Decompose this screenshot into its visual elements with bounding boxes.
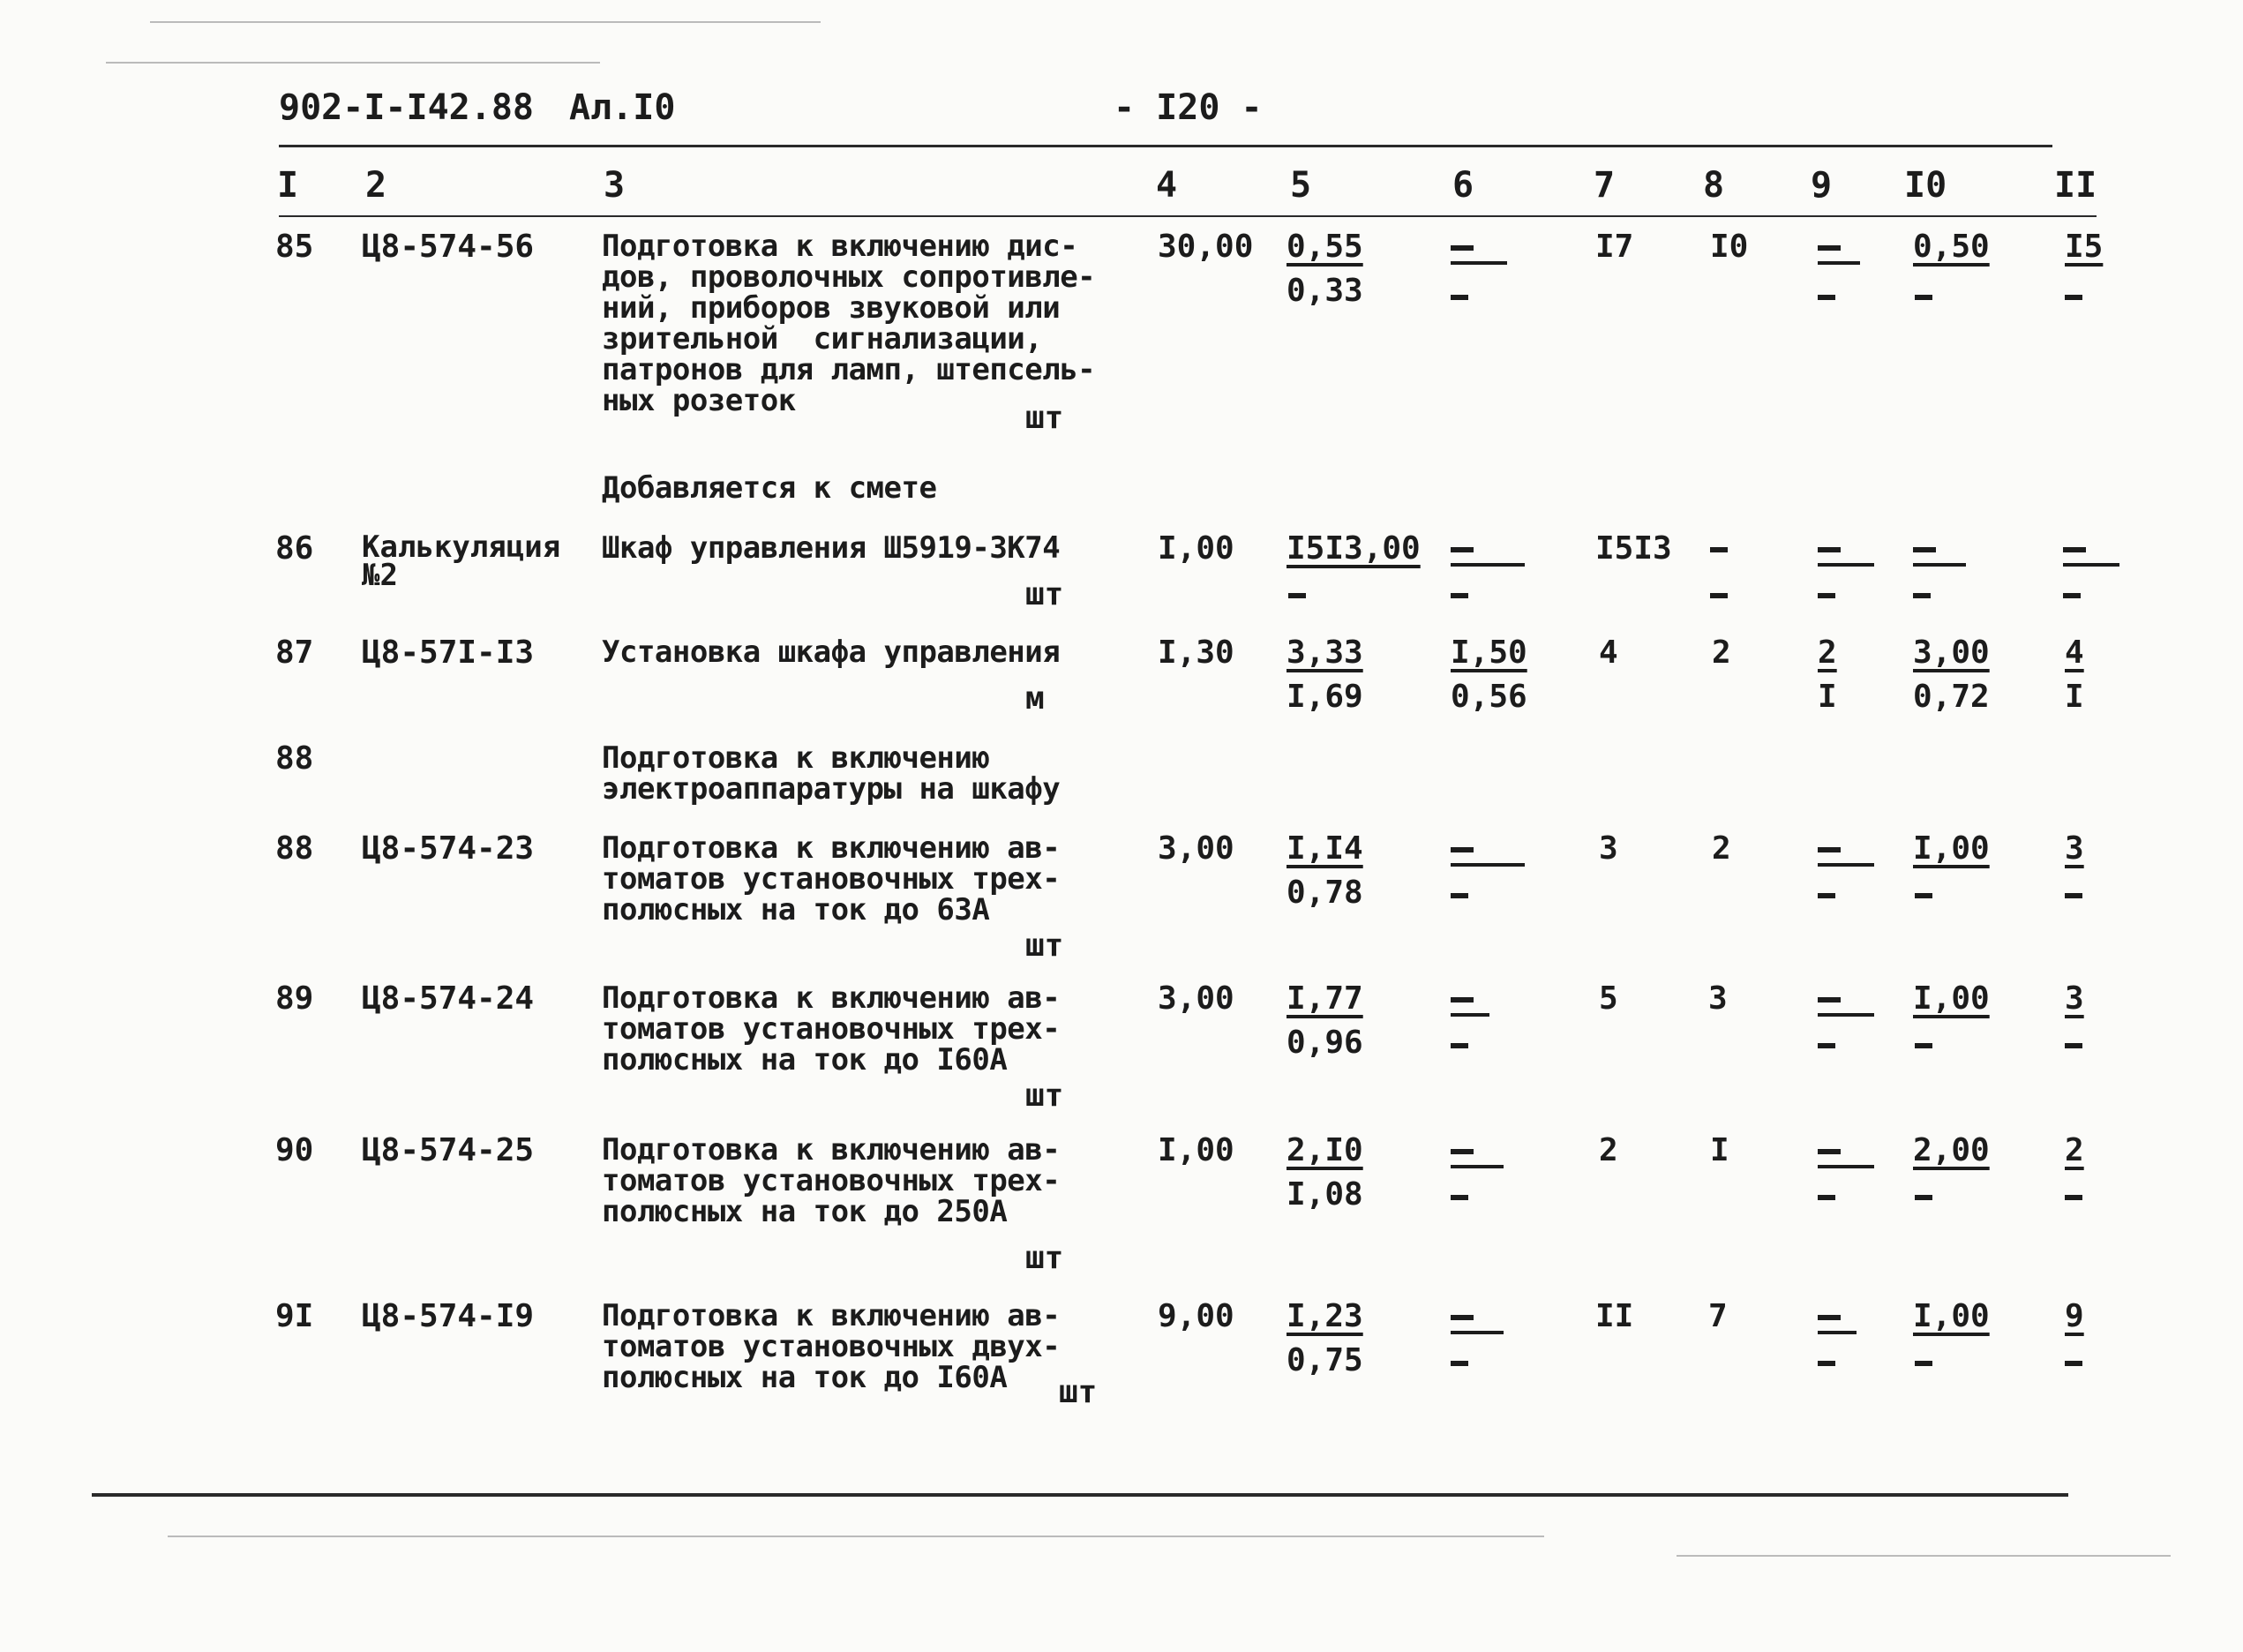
dash [1710, 593, 1728, 598]
row-number: 87 [275, 635, 314, 671]
dash [1451, 1013, 1489, 1017]
col-header-8: 8 [1703, 165, 1725, 206]
work-description: Подготовка к включению ав- томатов установочных двух- полюсных на ток до I60А [602, 1298, 1061, 1395]
dash [2065, 1361, 2082, 1366]
rate-code: Ц8-574-24 [362, 980, 535, 1017]
rate-code: Ц8-57I-I3 [362, 635, 535, 671]
dash [1818, 1331, 1857, 1334]
quantity: 30,00 [1158, 229, 1254, 265]
col7-value: I7 [1595, 229, 1634, 265]
dash [1818, 1043, 1835, 1048]
col11-denominator: I [2065, 679, 2084, 715]
cost-denominator: 0,33 [1287, 273, 1363, 309]
dash [1818, 1149, 1841, 1154]
row-number: 88 [275, 830, 314, 867]
dash [1818, 593, 1835, 598]
rate-code: Ц8-574-I9 [362, 1298, 535, 1334]
cost-denominator: I,08 [1287, 1176, 1363, 1213]
dash [1710, 547, 1728, 552]
cost-denominator: 0,96 [1287, 1025, 1363, 1061]
col-header-3: 3 [604, 165, 626, 206]
dash [2063, 547, 2086, 552]
dash [1451, 997, 1474, 1002]
dash [1451, 1315, 1474, 1320]
dash [1915, 1043, 1932, 1048]
dash [1818, 245, 1841, 251]
scan-artifact [1677, 1555, 2171, 1557]
col-header-1: I [277, 165, 299, 206]
col8-value: 7 [1708, 1298, 1728, 1334]
col6-numerator: I,50 [1451, 635, 1527, 671]
dash [1818, 295, 1835, 300]
dash [1451, 245, 1474, 251]
work-description: Подготовка к включению ав- томатов установочных трех- полюсных на ток до 250А [602, 1132, 1061, 1229]
work-description: Подготовка к включению дис- дов, проволочных сопротивле- ний, приборов звуковой или зрительной сигнализации, патронов для ламп, штепсель- ных розеток [602, 229, 1096, 418]
col7-value: 4 [1599, 635, 1618, 671]
dash [2065, 295, 2082, 300]
row-number: 9I [275, 1298, 314, 1334]
dash [1451, 593, 1468, 598]
col10-denominator: 0,72 [1913, 679, 1990, 715]
dash [1818, 1195, 1835, 1200]
dash [1451, 1361, 1468, 1366]
dash [1915, 893, 1932, 898]
dash [1451, 1149, 1474, 1154]
col-header-9: 9 [1811, 165, 1833, 206]
doc-code: 902-I-I42.88 [279, 87, 534, 128]
cost-numerator: 2,I0 [1287, 1132, 1363, 1168]
col11-numerator: 4 [2065, 635, 2084, 671]
unit: шт [1059, 1374, 1098, 1410]
work-description: Установка шкафа управления [602, 635, 1061, 670]
dash [1451, 1165, 1504, 1168]
dash [1451, 1331, 1504, 1334]
quantity: 3,00 [1158, 830, 1234, 867]
work-description: Шкаф управления Ш5919-3К74 [602, 530, 1061, 566]
dash [1818, 1361, 1835, 1366]
dash [1451, 563, 1525, 567]
col8-value: 3 [1708, 980, 1728, 1017]
dash [2065, 1195, 2082, 1200]
dash [1818, 997, 1841, 1002]
quantity: 9,00 [1158, 1298, 1234, 1334]
dash [1913, 593, 1931, 598]
dash [1818, 547, 1841, 552]
col8-value: I [1710, 1132, 1729, 1168]
column-header-rule [279, 215, 2097, 217]
rate-code: Ц8-574-23 [362, 830, 535, 867]
dash [1915, 1195, 1932, 1200]
footer-rule [92, 1493, 2068, 1497]
quantity: I,00 [1158, 1132, 1234, 1168]
rate-code: Ц8-574-25 [362, 1132, 535, 1168]
work-description: Подготовка к включению ав- томатов установочных трех- полюсных на ток до 63А [602, 830, 1061, 927]
col-header-5: 5 [1290, 165, 1312, 206]
dash [2063, 563, 2119, 567]
col-header-4: 4 [1156, 165, 1178, 206]
col11-numerator: 9 [2065, 1298, 2084, 1334]
dash [1913, 547, 1936, 552]
row-number: 86 [275, 530, 314, 567]
cost-numerator: 3,33 [1287, 635, 1363, 671]
unit: шт [1025, 576, 1064, 612]
unit: шт [1025, 1240, 1064, 1276]
quantity: I,00 [1158, 530, 1234, 567]
col-header-6: 6 [1452, 165, 1474, 206]
cost-denominator: I,69 [1287, 679, 1363, 715]
page-number: - I20 - [1114, 87, 1263, 128]
col6-denominator: 0,56 [1451, 679, 1527, 715]
dash [1451, 1043, 1468, 1048]
dash [1818, 1315, 1841, 1320]
cost-numerator: I,23 [1287, 1298, 1363, 1334]
dash [1818, 863, 1874, 867]
col10-numerator: I,00 [1913, 830, 1990, 867]
cost-numerator: I,77 [1287, 980, 1363, 1017]
col7-value: 3 [1599, 830, 1618, 867]
dash [1451, 1195, 1468, 1200]
album-number: Ал.I0 [569, 87, 676, 128]
col10-numerator: 0,50 [1913, 229, 1990, 265]
dash [1818, 1013, 1874, 1017]
scan-artifact [150, 21, 821, 23]
col9-numerator: 2 [1818, 635, 1837, 671]
row-number: 90 [275, 1132, 314, 1168]
col11-numerator: 3 [2065, 830, 2084, 867]
dash [2065, 893, 2082, 898]
dash [1451, 547, 1474, 552]
col10-numerator: 3,00 [1913, 635, 1990, 671]
col8-value: 2 [1712, 635, 1731, 671]
dash [1818, 563, 1874, 567]
dash [1818, 893, 1835, 898]
dash [1451, 893, 1468, 898]
dash [1818, 847, 1841, 852]
cost-denominator: 0,78 [1287, 875, 1363, 911]
col7-value: II [1595, 1298, 1634, 1334]
dash [1915, 1361, 1932, 1366]
scan-artifact [106, 62, 600, 64]
dash [1915, 295, 1932, 300]
dash [2065, 1043, 2082, 1048]
rate-code: Калькуляция №2 [362, 529, 561, 593]
col11-numerator: 2 [2065, 1132, 2084, 1168]
header-rule [279, 145, 2052, 147]
dash [1818, 1165, 1874, 1168]
work-description: Подготовка к включению электроаппаратуры на шкафу [602, 740, 1061, 807]
dash [1451, 847, 1474, 852]
col10-numerator: I,00 [1913, 980, 1990, 1017]
cost-numerator: 0,55 [1287, 229, 1363, 265]
col9-denominator: I [1818, 679, 1837, 715]
scan-artifact [168, 1536, 1544, 1537]
col11-numerator: 3 [2065, 980, 2084, 1017]
dash [1451, 863, 1525, 867]
col10-numerator: 2,00 [1913, 1132, 1990, 1168]
col10-numerator: I,00 [1913, 1298, 1990, 1334]
dash [1913, 563, 1966, 567]
col-header-7: 7 [1594, 165, 1616, 206]
unit: шт [1025, 1078, 1064, 1114]
col-header-10: I0 [1904, 165, 1947, 206]
quantity: 3,00 [1158, 980, 1234, 1017]
col8-value: I0 [1710, 229, 1749, 265]
dash [1451, 261, 1507, 265]
cost-numerator: I5I3,00 [1287, 530, 1421, 567]
dash [2063, 593, 2081, 598]
col7-value: 5 [1599, 980, 1618, 1017]
col7-value: I5I3 [1595, 530, 1672, 567]
work-description: Подготовка к включению ав- томатов установочных трех- полюсных на ток до I60А [602, 980, 1061, 1078]
dash [1451, 295, 1468, 300]
quantity: I,30 [1158, 635, 1234, 671]
unit: м [1025, 680, 1045, 717]
col7-value: 2 [1599, 1132, 1618, 1168]
unit: шт [1025, 400, 1064, 436]
dash [1288, 593, 1306, 598]
col-header-2: 2 [365, 165, 387, 206]
col8-value: 2 [1712, 830, 1731, 867]
cost-numerator: I,I4 [1287, 830, 1363, 867]
row-number: 88 [275, 740, 314, 777]
row-number: 89 [275, 980, 314, 1017]
col11-numerator: I5 [2065, 229, 2104, 265]
section-note: Добавляется к смете [602, 470, 937, 506]
rate-code: Ц8-574-56 [362, 229, 535, 265]
unit: шт [1025, 927, 1064, 964]
col-header-11: II [2054, 165, 2097, 206]
cost-denominator: 0,75 [1287, 1342, 1363, 1378]
row-number: 85 [275, 229, 314, 265]
dash [1818, 261, 1860, 265]
